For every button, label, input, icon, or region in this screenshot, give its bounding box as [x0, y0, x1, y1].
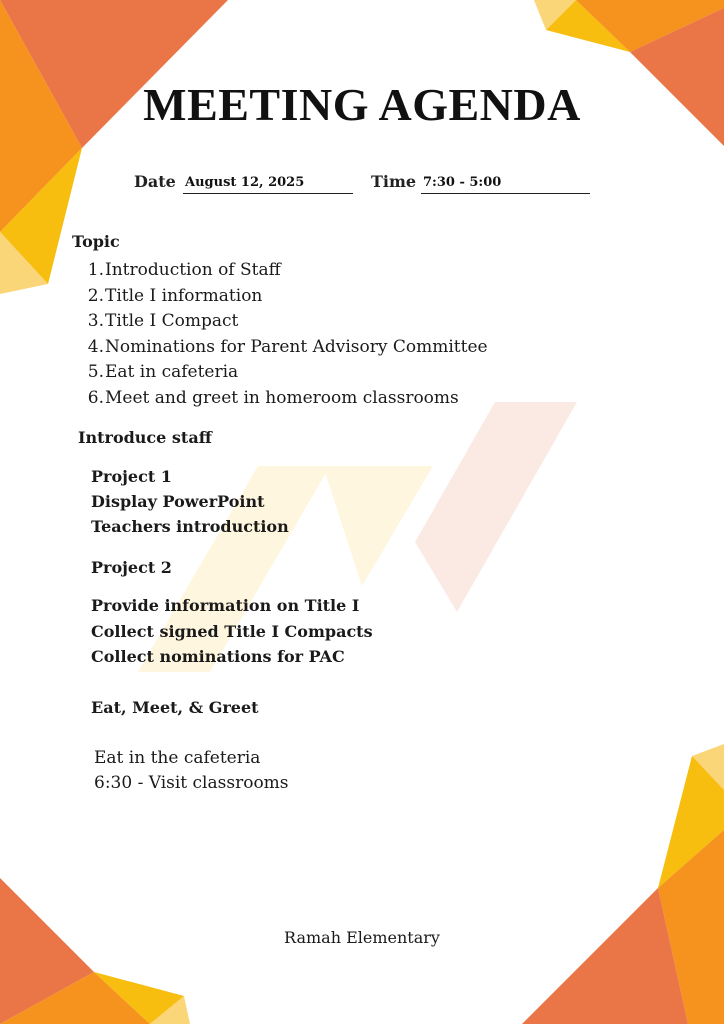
topic-item: 4.Nominations for Parent Advisory Committee	[87, 336, 488, 357]
project-2-item: Collect nominations for PAC	[91, 647, 345, 666]
corner-decoration-bottom-left	[0, 878, 190, 1024]
time-field: 7:30 - 5:00	[421, 173, 590, 194]
project-1-title: Project 1	[91, 467, 172, 486]
eat-meet-greet-item: Eat in the cafeteria	[94, 748, 261, 768]
eat-meet-greet-item: 6:30 - Visit classrooms	[94, 773, 289, 793]
corner-decoration-bottom-right	[522, 744, 724, 1024]
date-label: Date	[134, 172, 176, 191]
page-title: MEETING AGENDA	[143, 79, 581, 130]
topic-item: 1.Introduction of Staff	[87, 260, 281, 280]
footer-school-name: Ramah Elementary	[284, 928, 440, 947]
eat-meet-greet-heading: Eat, Meet, & Greet	[91, 698, 259, 717]
project-1-item: Display PowerPoint	[91, 492, 265, 511]
topic-heading: Topic	[72, 232, 120, 251]
topic-item: 2.Title I information	[87, 285, 263, 306]
project-2-item: Provide information on Title I	[91, 596, 360, 615]
date-field: August 12, 2025	[183, 173, 353, 194]
time-label: Time	[371, 172, 417, 191]
topic-list	[86, 258, 488, 412]
project-1-item: Teachers introduction	[91, 517, 289, 536]
introduce-staff-heading: Introduce staff	[78, 428, 212, 447]
project-2-title: Project 2	[91, 558, 172, 577]
project-2-item: Collect signed Title I Compacts	[91, 622, 373, 641]
topic-item: 6.Meet and greet in homeroom classrooms	[87, 387, 459, 408]
topic-item: 3.Title I Compact	[87, 311, 239, 332]
topic-item: 5.Eat in cafeteria	[87, 362, 239, 383]
